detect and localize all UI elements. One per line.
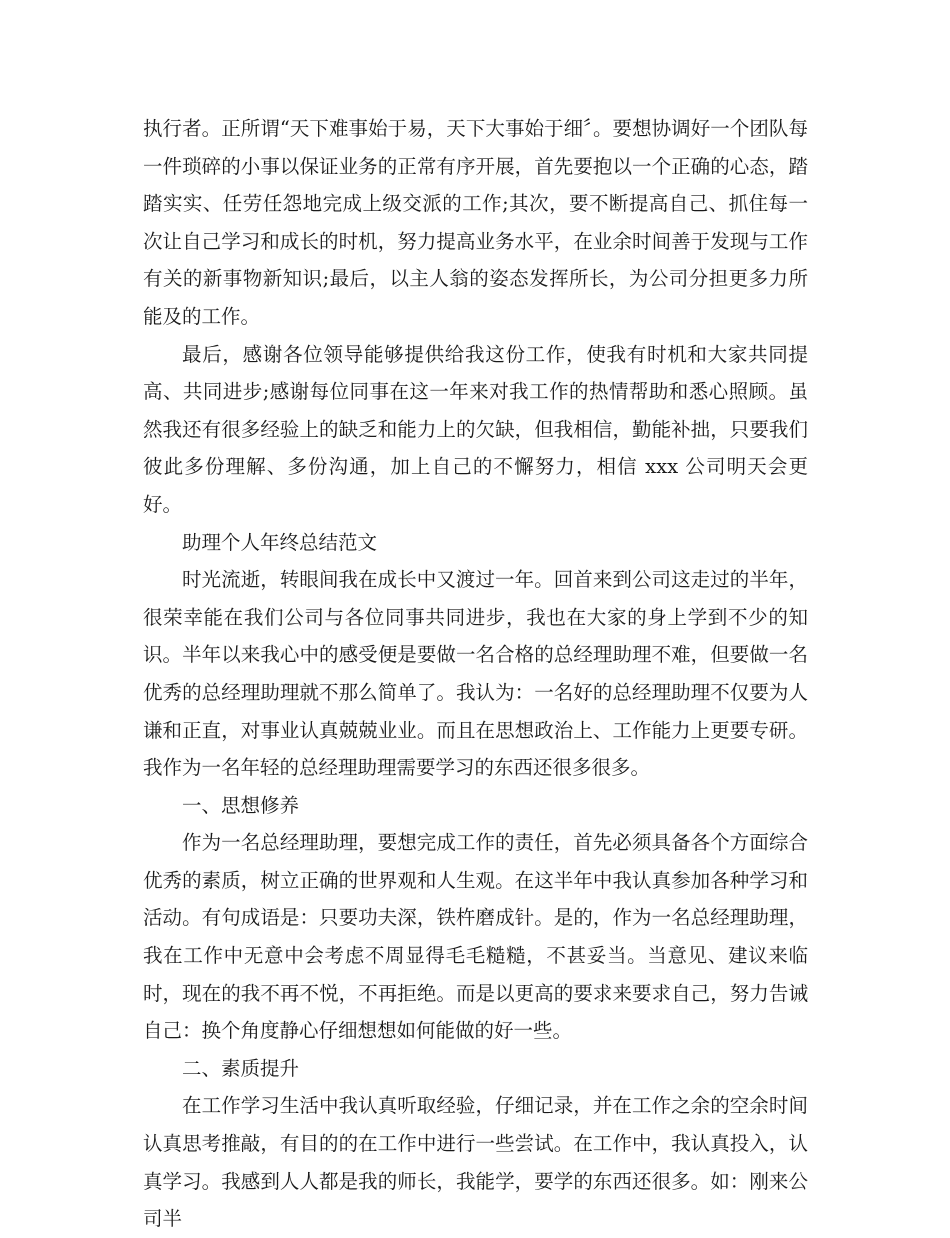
heading-quality: 二、素质提升 xyxy=(182,1056,300,1080)
heading-ideology: 一、思想修养 xyxy=(182,793,300,817)
document-body xyxy=(143,110,808,1238)
paragraph-ideology: 作为一名总经理助理，要想完成工作的责任，首先必须具备各个方面综合优秀的素质，树立正确的世界观和人生观。在这半年中我认真参加各种学习和活动。有句成语是：只要功夫深，铁杵磨成针。是的，作为一名总经理助理，我在工作中无意中会考虑不周显得毛毛糙糙，不甚妥当。当意见、建议来临时，现在的我不再不悦，不再拒绝。而是以更高的要求来要求自己，努力告诫自己：换个角度静心仔细想想如何能做的好一些。 xyxy=(143,831,808,1043)
paragraph-intro: 时光流逝，转眼间我在成长中又渡过一年。回首来到公司这走过的半年，很荣幸能在我们公司与各位同事共同进步，我也在大家的身上学到不少的知识。半年以来我心中的感受便是要做一名合格的总经理助理不难，但要做一名优秀的总经理助理就不那么简单了。我认为：一名好的总经理助理不仅要为人谦和正直，对事业认真兢兢业业。而且在思想政治上、工作能力上更要专研。我作为一名年轻的总经理助理需要学习的东西还很多很多。 xyxy=(143,568,808,780)
paragraph-thanks: 最后，感谢各位领导能够提供给我这份工作，使我有时机和大家共同提高、共同进步;感谢每位同事在这一年来对我工作的热情帮助和悉心照顾。虽然我还有很多经验上的缺乏和能力上的欠缺，但我相信，勤能补拙，只要我们彼此多份理解、多份沟通，加上自己的不懈努力，相信 xxx 公司明天会更好。 xyxy=(143,342,808,516)
paragraph-quality: 在工作学习生活中我认真听取经验，仔细记录，并在工作之余的空余时间认真思考推敲，有目的的在工作中进行一些尝试。在工作中，我认真投入，认真学习。我感到人人都是我的师长，我能学，要学的东西还很多。如：刚来公司半 xyxy=(143,1094,808,1231)
section-title: 助理个人年终总结范文 xyxy=(182,530,378,554)
paragraph-continuation: 执行者。正所谓“天下难事始于易，天下大事始于细〞。要想协调好一个团队每一件琐碎的小事以保证业务的正常有序开展，首先要抱以一个正确的心态，踏踏实实、任劳任怨地完成上级交派的工作;其次，要不断提高自己、抓住每一次让自己学习和成长的时机，努力提高业务水平，在业余时间善于发现与工作有关的新事物新知识;最后，以主人翁的姿态发挥所长，为公司分担更多力所能及的工作。 xyxy=(143,117,808,328)
